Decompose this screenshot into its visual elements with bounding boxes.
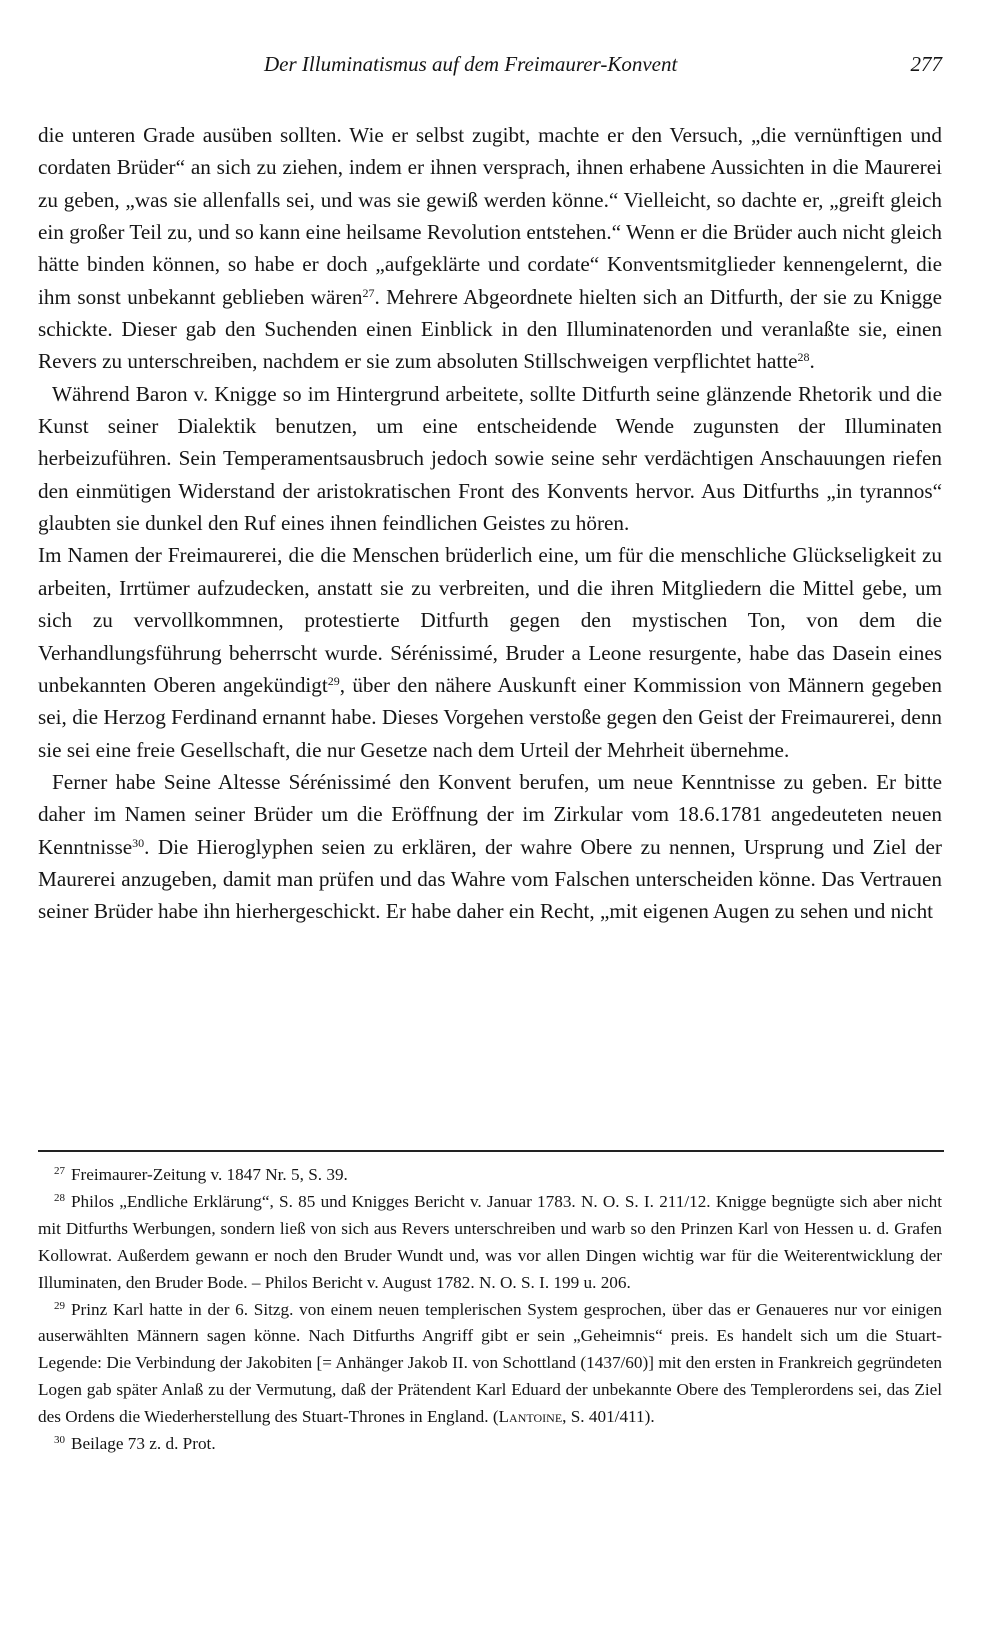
paragraph-3: [38, 539, 942, 765]
paragraph-1-text-c: .: [809, 349, 815, 374]
footnote-separator: [38, 1150, 944, 1152]
footnotes: [38, 1162, 942, 1458]
main-text: [38, 119, 942, 928]
footnote-number: 28: [54, 1191, 65, 1204]
paragraph-4-text-b: . Die Hieroglyphen seien zu erklären, der wahre Obere zu nennen, Ursprung und Ziel der Maurerei anzugeben, damit man prüfen und das Wahre vom Falschen unterscheiden könne. Das Vertrauen seiner Brüder habe ihn hierhergeschickt. Er habe daher ein Recht, „mit eigenen Augen zu sehen und nicht: [38, 834, 942, 924]
footnote-text: Philos „Endliche Erklärung“, S. 85 und Knigges Bericht v. Januar 1783. N. O. S. I. 211/12. Knigge begnügte sich aber nicht mit Ditfurths Werbungen, sondern ließ von sich aus Revers unterschreiben und warb so den Prinzen Karl von Hessen u. d. Grafen Kollowrat. Außerdem gewann er noch den Bruder Wundt und, was vor allen Dingen wichtig war für die Weiterentwicklung der Illuminaten, den Bruder Bode. – Philos Bericht v. August 1782. N. O. S. I. 199 u. 206.: [38, 1191, 942, 1292]
footnote-ref-28: 28: [797, 350, 810, 365]
paragraph-4-text-a: Ferner habe Seine Altesse Sérénissimé den Konvent berufen, um neue Kenntnisse zu geben. Er bitte daher im Namen seiner Brüder um die Eröffnung der im Zirkular vom 18.6.1781 angedeuteten neuen Kenntnisse: [38, 769, 942, 859]
page-number: 277: [910, 52, 942, 76]
footnote-text-b: , S. 401/411).: [562, 1407, 655, 1427]
footnote-ref-29: 29: [327, 673, 340, 688]
footnote-30: [38, 1431, 942, 1458]
paragraph-3-text-a: Im Namen der Freimaurerei, die die Menschen brüderlich eine, um für die menschliche Glückseligkeit zu arbeiten, Irrtümer aufzudecken, anstatt sie zu verbreiten, und die ihren Mitgliedern die Mittel gebe, um sich zu vervollkommnen, protestierte Ditfurth gegen den mystischen Ton, von dem die Verhandlungsführung beherrscht wurde. Sérénissimé, Bruder a Leone resurgente, habe das Dasein eines unbekannten Oberen angekündigt: [38, 543, 942, 697]
footnote-text: Freimaurer-Zeitung v. 1847 Nr. 5, S. 39.: [71, 1165, 348, 1184]
footnote-number: 27: [54, 1165, 65, 1177]
footnote-27: [38, 1162, 942, 1189]
footnote-author: Lantoine: [498, 1407, 563, 1427]
footnote-29: [38, 1297, 942, 1432]
footnote-number: 30: [54, 1434, 65, 1447]
paragraph-4: [38, 766, 942, 928]
footnote-number: 29: [54, 1299, 65, 1312]
paragraph-1-text-a: die unteren Grade ausüben sollten. Wie er selbst zugibt, machte er den Versuch, „die vernünftigen und cordaten Brüder“ an sich zu ziehen, indem er ihnen versprach, ihnen erhabene Aussichten in die Maurerei zu geben, „was sie allenfalls sei, und was sie gewiß werden könne.“ Vielleicht, so dachte er, „greift gleich ein großer Teil zu, und so kann eine heilsame Revolution entstehen.“ Wenn er die Brüder auch nicht gleich hätte binden können, so habe er doch „aufgeklärte und cordate“ Konventsmitglieder kennengelernt, die ihm sonst unbekannt geblieben wären: [38, 123, 942, 309]
footnote-text: Beilage 73 z. d. Prot.: [71, 1434, 216, 1454]
footnote-28: [38, 1189, 942, 1297]
running-title: Der Illuminatismus auf dem Freimaurer-Konvent: [264, 52, 678, 76]
paragraph-3-text-b: , über den nähere Auskunft einer Kommission von Männern gegeben sei, die Herzog Ferdinand ernannt habe. Dieses Vorgehen verstoße gegen den Geist der Freimaurerei, denn sie sei eine freie Gesellschaft, die nur Gesetze nach dem Urteil der Mehrheit übernehme.: [38, 672, 942, 762]
paragraph-2: Während Baron v. Knigge so im Hintergrund arbeitete, sollte Ditfurth seine glänzende Rhetorik und die Kunst seiner Dialektik benutzen, um eine entscheidende Wende zugunsten der Illuminaten herbeizuführen. Sein Temperamentsausbruch jedoch sowie seine sehr verdächtigen Anschauungen riefen den einmütigen Widerstand der aristokratischen Front des Konvents hervor. Aus Ditfurths „in tyrannos“ glaubten sie dunkel den Ruf eines ihnen feindlichen Geistes zu hören.: [38, 381, 942, 536]
paragraph-1-text-b: . Mehrere Abgeordnete hielten sich an Ditfurth, der sie zu Knigge schickte. Dieser gab den Suchenden einen Einblick in den Illuminatenorden und veranlaßte sie, einen Revers zu unterschreiben, nachdem er sie zum absoluten Stillschweigen verpflichtet hatte: [38, 284, 942, 374]
paragraph-1: [38, 119, 942, 378]
footnote-text-a: Prinz Karl hatte in der 6. Sitzg. von einem neuen templerischen System gesprochen, über das er Genaueres nur vor einigen auserwählten Männern sagen könne. Nach Ditfurths Angriff gibt er sein „Geheimnis“ preis. Es handelt sich um die Stuart-Legende: Die Verbindung der Jakobiten [= Anhänger Jakob II. von Schottland (1437/60)] mit den ersten in Frankreich gegründeten Logen gab später Anlaß zu der Vermutung, daß der Prätendent Karl Eduard der unbekannte Obere des Templerordens sei, das Ziel des Ordens die Wiederherstellung des Stuart-Thrones in England. (: [38, 1299, 942, 1427]
footnote-ref-30: 30: [132, 835, 145, 850]
footnote-ref-27: 27: [362, 285, 375, 300]
